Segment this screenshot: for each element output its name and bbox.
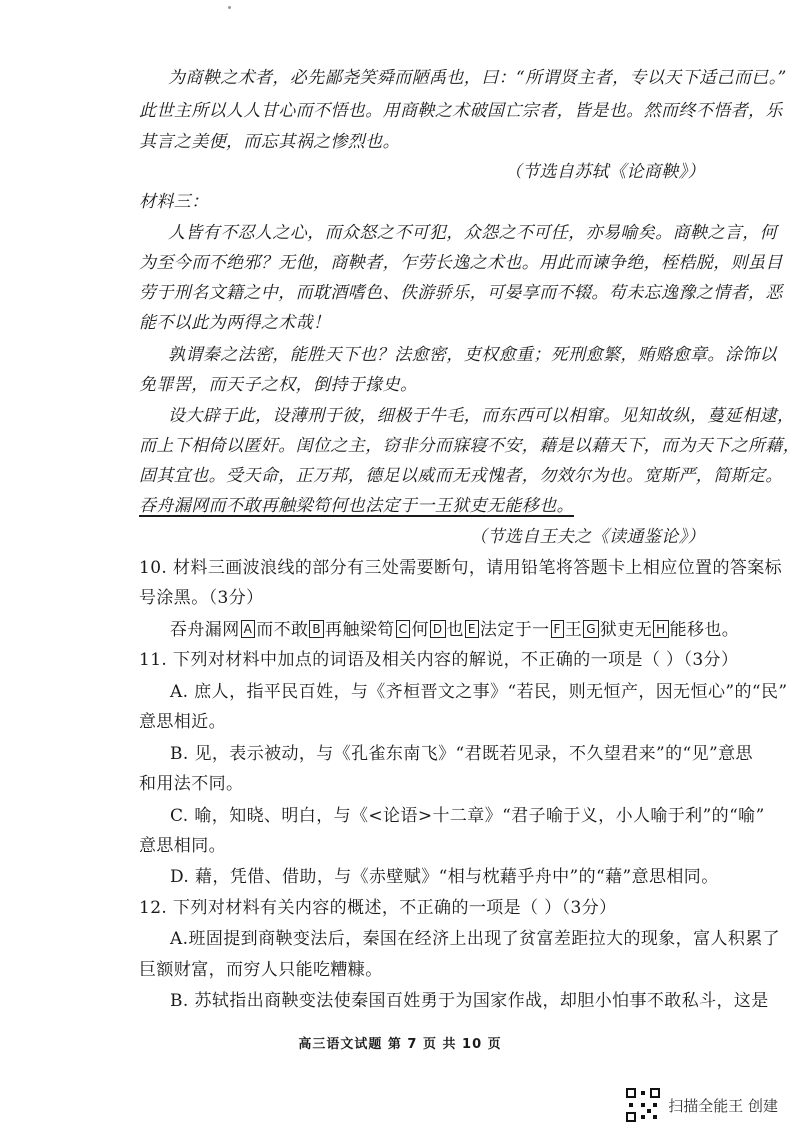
q11-option-a-line-2: 意思相近。 (139, 712, 226, 732)
material2-source: （节选自苏轼《论商鞅》） (504, 162, 705, 182)
q10-box-b[interactable]: B (309, 620, 324, 638)
q10-box-g[interactable]: G (583, 620, 599, 638)
material3-p3-line-3: 固其宜也。受天命，正万邦，德足以威而无戎愧者，勿效尔为也。宽斯严，简斯定。 (139, 466, 783, 486)
q10-segment: 王 (564, 620, 583, 640)
material3-p1-line-1: 人皆有不忍人之心，而众怒之不可犯，众怨之不可任，亦易喻矣。商鞅之言，何 (168, 223, 777, 243)
q10-segment: 狱吏无 (599, 620, 653, 640)
material3-p1-line-4: 能不以此为两得之术哉！ (139, 313, 331, 333)
q12-stem: 12. 下列对材料有关内容的概述，不正确的一项是（ ）（3分） (139, 898, 617, 918)
material3-p1-line-3: 劳于刑名文籍之中，而耽酒嗜色、佚游骄乐，可晏享而不辍。苟未忘逸豫之情者，恶 (139, 283, 783, 303)
scanner-watermark (626, 1088, 778, 1122)
q10-segment: 何 (411, 620, 429, 640)
material2-line-3: 其言之美便，而忘其祸之惨烈也。 (139, 132, 400, 152)
q11-option-d: D. 藉，凭借、借助，与《赤壁赋》“相与枕藉乎舟中”的“藉”意思相同。 (170, 867, 719, 887)
material3-p3-line-1: 设大辟于此，设薄刑于彼，细极于牛毛，而东西可以相窜。见知故纵，蔓延相逮， (168, 406, 795, 426)
q10-segment: 也 (446, 620, 464, 640)
q11-option-c-line-1: C. 喻，知晓、明白，与《<论语>十二章》“君子喻于义，小人喻于利”的“喻” (170, 806, 765, 826)
q10-segment: 吞舟漏网 (170, 620, 240, 640)
q10-stem-line-2: 号涂黑。（3分） (139, 588, 264, 608)
material3-p2-line-1: 孰谓秦之法密，能胜天下也？法愈密，吏权愈重；死刑愈繁，贿赂愈章。涂饰以 (168, 345, 777, 365)
material3-p2-line-2: 免罪罟，而天子之权，倒持于掾史。 (139, 375, 418, 395)
q12-option-a-line-1: A.班固提到商鞅变法后，秦国在经济上出现了贫富差距拉大的现象，富人积累了 (170, 929, 781, 949)
material3-p3-line-2: 而上下相倚以匿奸。闺位之主，窃非分而寐寝不安，藉是以藉天下，而为天下之所藉， (139, 436, 800, 456)
material2-line-2: 此世主所以人人甘心而不悟也。用商鞅之术破国亡宗者，皆是也。然而终不悟者，乐 (139, 101, 783, 121)
q10-stem-line-1: 10. 材料三画波浪线的部分有三处需要断句，请用铅笔将答题卡上相应位置的答案标 (139, 558, 783, 578)
q12-option-a-line-2: 巨额财富，而穷人只能吃糟糠。 (139, 960, 383, 980)
material3-heading: 材料三： (139, 192, 209, 212)
q10-segment: 再触梁笱 (325, 620, 395, 640)
scan-speck (228, 6, 231, 9)
material3-underlined-sentence: 吞舟漏网而不敢再触梁笱何也法定于一王狱吏无能移也。 (139, 496, 574, 516)
qr-code-icon (626, 1088, 660, 1122)
q11-option-b-line-1: B. 见，表示被动，与《孔雀东南飞》“君既若见录，不久望君来”的“见”意思 (170, 744, 753, 764)
q12-option-b-line-1: B. 苏轼指出商鞅变法使秦国百姓勇于为国家作战，却胆小怕事不敢私斗，这是 (170, 991, 769, 1011)
q10-segment: 法定于一 (479, 620, 550, 640)
q10-box-h[interactable]: H (653, 620, 668, 638)
material2-line-1: 为商鞅之术者，必先鄙尧笑舜而陋禹也，曰：“所谓贤主者，专以天下适己而已。” (168, 68, 787, 88)
q11-stem: 11. 下列对材料中加点的词语及相关内容的解说，不正确的一项是（ ）（3分） (139, 650, 739, 670)
q10-segment: 而不敢 (256, 620, 309, 640)
q10-box-c[interactable]: C (396, 620, 411, 638)
q10-box-e[interactable]: E (465, 620, 479, 638)
q10-segment: 能移也。 (669, 620, 740, 640)
scanner-label: 扫描全能王 创建 (668, 1096, 778, 1115)
page-footer: 高三语文试题 第 7 页 共 10 页 (298, 1037, 502, 1052)
q10-box-f[interactable]: F (551, 620, 564, 638)
q10-box-a[interactable]: A (241, 620, 256, 638)
q10-box-d[interactable]: D (430, 620, 446, 638)
q11-option-b-line-2: 和用法不同。 (139, 774, 244, 794)
q10-answer-row (170, 618, 739, 642)
q11-option-a-line-1: A. 庶人，指平民百姓，与《齐桓晋文之事》“若民，则无恒产，因无恒心”的“民” (170, 682, 788, 702)
material3-source: （节选自王夫之《读通鉴论》） (469, 527, 705, 547)
q11-option-c-line-2: 意思相同。 (139, 836, 226, 856)
material3-p1-line-2: 为至今而不绝邪？无他，商鞅者，乍劳长逸之术也。用此而谏争绝，桎梏脱，则虽目 (139, 253, 783, 273)
